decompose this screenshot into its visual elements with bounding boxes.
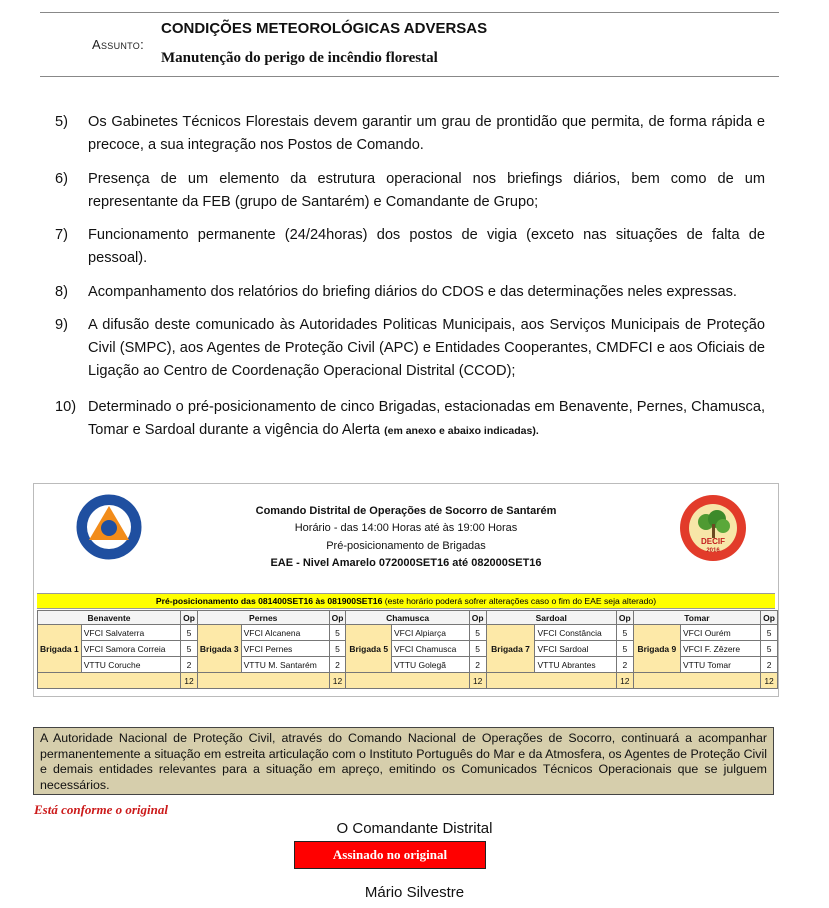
anpc-note-box: A Autoridade Nacional de Proteção Civil, através do Comando Nacional de Operações de Socorro, continuará a acompanhar permanentemente a situação em estreita articulação com o Instituto Português do Mar e da Atmosfera, os Agentes de Proteção Civil e demais entidades relevantes para a situação em apreço, emitindo os Comunicados Técnicos Operacionais que se julguem necessários.: [33, 727, 774, 795]
unit-name: VTTU Tomar: [680, 657, 760, 673]
preposition-note: (este horário poderá sofrer alterações caso o fim do EAE seja alterado): [382, 596, 657, 606]
item-text: A difusão deste comunicado às Autoridades Politicas Municipais, aos Serviços Municipais de Proteção Civil (SMPC), aos Agentes de Proteção Civil (APC) e Entidades Cooperantes, CMDFCI e aos Oficiais de Ligação ao Centro de Coordenação Operacional Distrital (CCOD);: [88, 317, 765, 379]
header-top-rule: [40, 12, 779, 13]
unit-op: 2: [469, 657, 486, 673]
location-header: Sardoal: [486, 611, 616, 625]
unit-name: VFCI Constância: [535, 625, 616, 641]
item-suffix: (em anexo e abaixo indicadas).: [384, 425, 539, 437]
item-number: 8): [55, 284, 68, 300]
brigade-label: Brigada 9: [633, 625, 680, 673]
conform-stamp: Está conforme o original: [34, 802, 168, 817]
annex-alert-level: EAE - Nivel Amarelo 072000SET16 até 082000SET16: [270, 557, 542, 569]
list-item: [55, 281, 765, 304]
svg-text:DECIF: DECIF: [701, 537, 725, 546]
unit-op: 2: [616, 657, 633, 673]
item-text: Funcionamento permanente (24/24horas) dos postos de vigia (exceto nas situações de falta de pessoal).: [88, 227, 765, 266]
unit-name: VFCI Samora Correia: [81, 641, 180, 657]
total-spacer: [486, 673, 616, 689]
total-spacer: [38, 673, 181, 689]
table-total-row: [38, 673, 778, 689]
location-header: Benavente: [38, 611, 181, 625]
unit-name: VFCI Ourém: [680, 625, 760, 641]
list-item: [55, 396, 765, 443]
op-header: Op: [329, 611, 346, 625]
unit-op: 5: [761, 641, 778, 657]
brigade-total: 12: [616, 673, 633, 689]
table-row: [38, 625, 778, 641]
item-number: 7): [55, 227, 68, 243]
unit-name: VFCI Alpiarça: [391, 625, 469, 641]
list-item: [55, 168, 765, 214]
location-header: Pernes: [197, 611, 329, 625]
unit-op: 5: [616, 641, 633, 657]
svg-text:2016: 2016: [706, 548, 720, 554]
unit-name: VFCI Chamusca: [391, 641, 469, 657]
unit-op: 5: [181, 625, 198, 641]
item-text: Acompanhamento dos relatórios do briefing diários do CDOS e das determinações neles expressas.: [88, 284, 737, 300]
brigade-total: 12: [181, 673, 198, 689]
unit-name: VFCI F. Zêzere: [680, 641, 760, 657]
unit-op: 2: [761, 657, 778, 673]
brigade-table: [37, 610, 778, 689]
item-text-wrap: [88, 396, 765, 443]
unit-name: VTTU Coruche: [81, 657, 180, 673]
unit-name: VFCI Salvaterra: [81, 625, 180, 641]
unit-name: VTTU Golegã: [391, 657, 469, 673]
preposition-period: Pré-posicionamento das 081400SET16 às 081900SET16: [155, 596, 383, 606]
item-number: 5): [55, 114, 68, 130]
location-header: Chamusca: [346, 611, 469, 625]
unit-op: 5: [469, 641, 486, 657]
unit-op: 2: [181, 657, 198, 673]
item-text: Os Gabinetes Técnicos Florestais devem garantir um grau de prontidão que permita, de forma rápida e precoce, a sua integração nos Postos de Comando.: [88, 114, 765, 153]
unit-op: 5: [616, 625, 633, 641]
brigade-label: Brigada 7: [486, 625, 535, 673]
op-header: Op: [181, 611, 198, 625]
unit-op: 5: [181, 641, 198, 657]
list-item: [55, 314, 765, 383]
list-item: [55, 111, 765, 157]
brigade-total: 12: [469, 673, 486, 689]
unit-name: VFCI Sardoal: [535, 641, 616, 657]
subject-subtitle: Manutenção do perigo de incêndio florestal: [161, 50, 438, 66]
unit-op: 5: [329, 625, 346, 641]
brigade-label: Brigada 3: [197, 625, 241, 673]
op-header: Op: [761, 611, 778, 625]
unit-name: VFCI Pernes: [241, 641, 329, 657]
total-spacer: [197, 673, 329, 689]
signatory-name: Mário Silvestre: [364, 884, 465, 901]
unit-op: 5: [469, 625, 486, 641]
unit-name: VTTU M. Santarém: [241, 657, 329, 673]
unit-op: 2: [329, 657, 346, 673]
brigade-label: Brigada 1: [38, 625, 82, 673]
signed-original-box: Assinado no original: [294, 841, 486, 869]
brigade-total: 12: [761, 673, 778, 689]
annex-schedule: Horário - das 14:00 Horas até às 19:00 Horas: [294, 522, 518, 534]
commander-title: O Comandante Distrital: [336, 820, 493, 837]
total-spacer: [633, 673, 760, 689]
annex-subtitle: Pré-posicionamento de Brigadas: [326, 540, 486, 552]
subject-label: Assunto:: [92, 37, 145, 52]
header-bottom-rule: [40, 76, 779, 77]
list-item: [55, 224, 765, 270]
unit-op: 5: [761, 625, 778, 641]
annex-title: Comando Distrital de Operações de Socorro de Santarém: [255, 505, 557, 517]
item-number: 6): [55, 171, 68, 187]
subject-title: CONDIÇÕES METEOROLÓGICAS ADVERSAS: [161, 20, 488, 37]
location-header: Tomar: [633, 611, 760, 625]
op-header: Op: [616, 611, 633, 625]
table-header-row: [38, 611, 778, 625]
op-header: Op: [469, 611, 486, 625]
brigade-label: Brigada 5: [346, 625, 392, 673]
item-number: 9): [55, 317, 68, 333]
item-text: Presença de um elemento da estrutura operacional nos briefings diários, bem como de um representante da FEB (grupo de Santarém) e Comandante de Grupo;: [88, 171, 765, 210]
brigade-annex: [33, 483, 779, 697]
brigade-total: 12: [329, 673, 346, 689]
preposition-banner: [37, 593, 775, 609]
unit-op: 5: [329, 641, 346, 657]
total-spacer: [346, 673, 469, 689]
unit-name: VTTU Abrantes: [535, 657, 616, 673]
unit-name: VFCI Alcanena: [241, 625, 329, 641]
item-text: Determinado o pré-posicionamento de cinco Brigadas, estacionadas em Benavente, Pernes, Chamusca, Tomar e Sardoal durante a vigência do Alerta: [88, 399, 765, 438]
item-number: 10): [55, 399, 77, 415]
